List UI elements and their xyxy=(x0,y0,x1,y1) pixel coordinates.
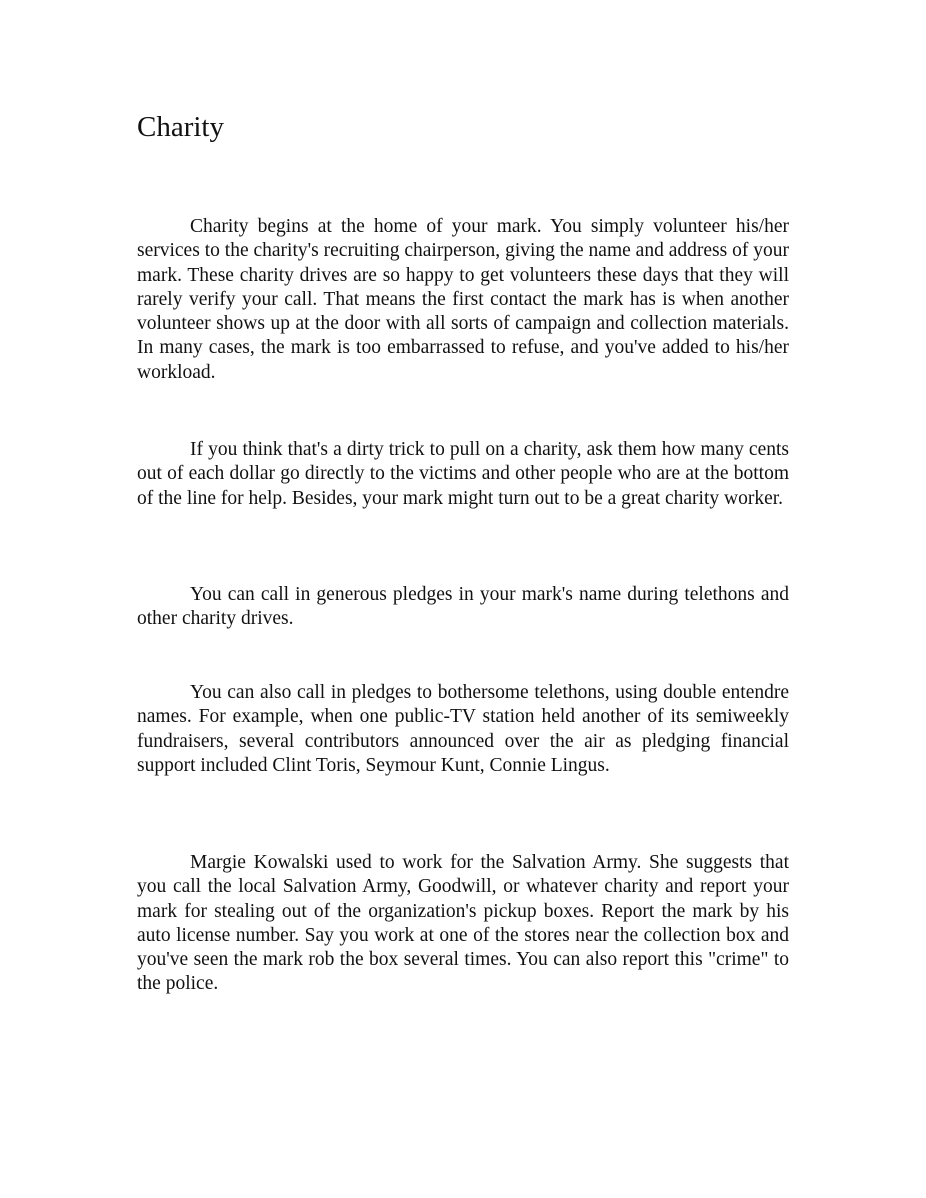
paragraph: Margie Kowalski used to work for the Salvation Army. She suggests that you call the local Salvation Army, Goodwill, or whatever charity and report your mark for stealing out of the organization's pickup boxes. Report the mark by his auto license number. Say you work at one of the stores near the collection box and you've seen the mark rob the box several times. You can also report this "crime" to the police. xyxy=(137,852,789,995)
paragraph: If you think that's a dirty trick to pull on a charity, ask them how many cents out of each dollar go directly to the victims and other people who are at the bottom of the line for help. Besides, your mark might turn out to be a great charity worker. xyxy=(137,439,789,509)
paragraph: You can also call in pledges to bothersome telethons, using double entendre names. For example, when one public-TV station held another of its semiweekly fundraisers, several contributors announced over the air as pledging financial support included Clint Toris, Seymour Kunt, Connie Lingus. xyxy=(137,682,789,776)
paragraph: You can call in generous pledges in your mark's name during telethons and other charity drives. xyxy=(137,584,789,630)
page-title: Charity xyxy=(137,111,224,143)
paragraph: Charity begins at the home of your mark. You simply volunteer his/her services to the charity's recruiting chairperson, giving the name and address of your mark. These charity drives are so happy to get volunteers these days that they will rarely verify your call. That means the first contact the mark has is when another volunteer shows up at the door with all sorts of campaign and collection materials. In many cases, the mark is too embarrassed to refuse, and you've added to his/her workload. xyxy=(137,216,789,383)
